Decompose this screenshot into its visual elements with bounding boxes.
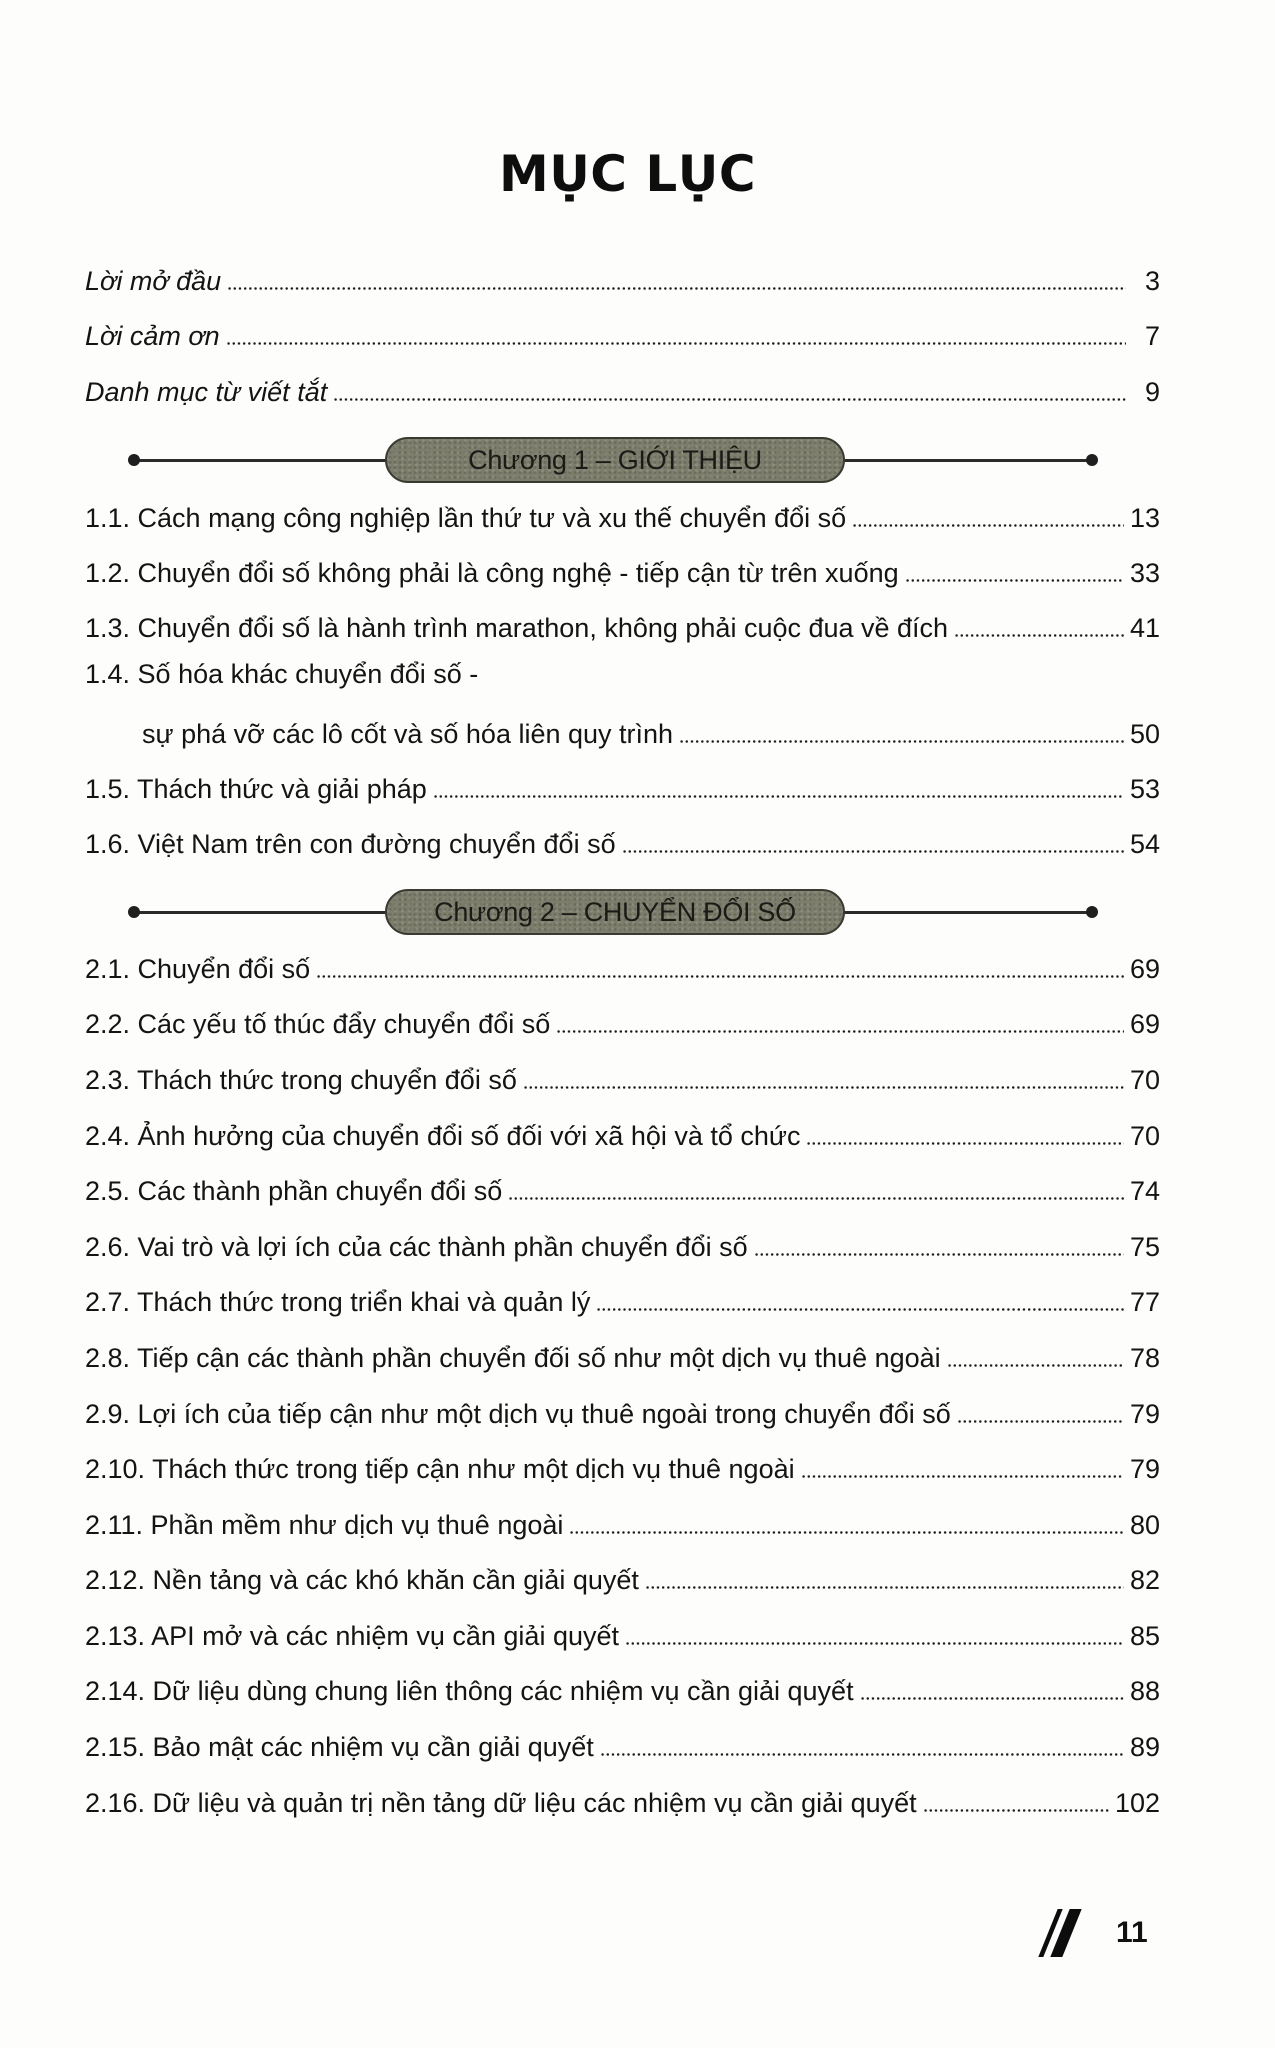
toc-entry[interactable] — [85, 1390, 1160, 1430]
toc-entry-label: 2.12. Nền tảng và các khó khăn cần giải quyết — [85, 1565, 639, 1595]
toc-entry-page: 102 — [1114, 1788, 1160, 1818]
chapter-title-pill: Chương 2 – CHUYỂN ĐỔI SỐ — [385, 889, 845, 935]
toc-entry-label: 2.3. Thách thức trong chuyển đổi số — [85, 1065, 517, 1095]
toc-entry-label: 2.10. Thách thức trong tiếp cận như một dịch vụ thuê ngoài — [85, 1454, 795, 1484]
bullet-dot-icon — [128, 906, 140, 918]
page-title: MỤC LỤC — [498, 145, 757, 203]
chapter-title-pill: Chương 1 – GIỚI THIỆU — [385, 437, 845, 483]
toc-entry[interactable] — [85, 1445, 1160, 1485]
toc-entry-label: 2.2. Các yếu tố thúc đẩy chuyển đổi số — [85, 1009, 551, 1039]
toc-entry-label: 2.16. Dữ liệu và quản trị nền tảng dữ liệu các nhiệm vụ cần giải quyết — [85, 1788, 917, 1818]
toc-entry-page: 53 — [1129, 774, 1160, 804]
toc-entry-label: 2.7. Thách thức trong triển khai và quản lý — [85, 1287, 591, 1317]
toc-entry-page: 79 — [1129, 1399, 1160, 1429]
toc-entry-front-matter[interactable] — [85, 257, 1160, 297]
dot-leader — [622, 850, 1124, 853]
toc-entry-page: 88 — [1129, 1676, 1160, 1706]
dot-leader — [569, 1531, 1124, 1534]
bullet-dot-icon — [1086, 906, 1098, 918]
toc-entry-label: 2.4. Ảnh hưởng của chuyển đổi số đối với xã hội và tổ chức — [85, 1121, 801, 1151]
toc-entry-page: 69 — [1129, 1009, 1160, 1039]
dot-leader — [860, 1697, 1124, 1700]
dot-leader — [625, 1642, 1124, 1645]
toc-entry[interactable] — [142, 710, 1160, 750]
toc-entry[interactable] — [85, 945, 1160, 985]
toc-entry-page: 82 — [1129, 1565, 1160, 1595]
toc-entry[interactable] — [85, 604, 1160, 644]
toc-entry-page: 13 — [1129, 503, 1160, 533]
toc-entry-front-matter[interactable] — [85, 312, 1160, 352]
toc-entry-page: 74 — [1129, 1176, 1160, 1206]
toc-entry-label: 1.1. Cách mạng công nghiệp lần thứ tư và xu thế chuyển đổi số — [85, 503, 847, 533]
toc-entry-label: 1.5. Thách thức và giải pháp — [85, 774, 427, 804]
toc-entry-page: 89 — [1129, 1732, 1160, 1762]
toc-entry-page: 54 — [1129, 829, 1160, 859]
dot-leader — [333, 398, 1126, 401]
toc-entry[interactable] — [85, 765, 1160, 805]
toc-entry-label: 2.8. Tiếp cận các thành phần chuyển đối số như một dịch vụ thuê ngoài — [85, 1343, 941, 1373]
toc-entry-page: 3 — [1144, 266, 1160, 296]
toc-entry-page: 69 — [1129, 954, 1160, 984]
dot-leader — [645, 1586, 1124, 1589]
toc-entry-label: 1.6. Việt Nam trên con đường chuyển đổi số — [85, 829, 616, 859]
toc-entry[interactable] — [85, 1501, 1160, 1541]
toc-entry-label: 2.1. Chuyển đổi số — [85, 954, 311, 984]
toc-entry[interactable] — [85, 1167, 1160, 1207]
dot-leader — [852, 524, 1124, 527]
toc-entry[interactable] — [85, 1056, 1160, 1096]
toc-entry-label: 2.13. API mở và các nhiệm vụ cần giải quyết — [85, 1621, 619, 1651]
dot-leader — [754, 1253, 1124, 1256]
toc-entry-page: 75 — [1129, 1232, 1160, 1262]
toc-entry[interactable] — [85, 1278, 1160, 1318]
dot-leader — [679, 740, 1124, 743]
toc-entry[interactable] — [85, 1723, 1160, 1763]
dot-leader — [957, 1420, 1124, 1423]
dot-leader — [806, 1142, 1123, 1145]
toc-entry-label: 2.6. Vai trò và lợi ích của các thành phần chuyển đổi số — [85, 1232, 748, 1262]
toc-entry-page: 33 — [1129, 558, 1160, 588]
toc-entry-page: 50 — [1129, 719, 1160, 749]
toc-entry-label: 2.14. Dữ liệu dùng chung liên thông các nhiệm vụ cần giải quyết — [85, 1676, 854, 1706]
dot-leader — [954, 634, 1124, 637]
toc-entry[interactable] — [85, 1000, 1160, 1040]
toc-entry[interactable] — [85, 1612, 1160, 1652]
toc-entry[interactable] — [85, 1556, 1160, 1596]
toc-entry-front-matter[interactable] — [85, 368, 1160, 408]
toc-entry-page: 70 — [1129, 1121, 1160, 1151]
toc-entry-page: 41 — [1129, 613, 1160, 643]
toc-entry[interactable] — [85, 494, 1160, 534]
dot-leader — [600, 1753, 1124, 1756]
bullet-dot-icon — [1086, 454, 1098, 466]
chapter-2-banner — [128, 888, 1098, 938]
toc-entry-page: 70 — [1129, 1065, 1160, 1095]
toc-entry-page: 85 — [1129, 1621, 1160, 1651]
page-number — [1038, 1908, 1148, 1958]
toc-entry-label: 1.2. Chuyển đổi số không phải là công nghệ - tiếp cận từ trên xuống — [85, 558, 899, 588]
toc-entry[interactable] — [85, 1334, 1160, 1374]
dot-leader — [508, 1197, 1124, 1200]
dot-leader — [226, 342, 1126, 345]
toc-entry-page: 78 — [1129, 1343, 1160, 1373]
toc-entry[interactable] — [85, 1112, 1160, 1152]
toc-entry-label: Danh mục từ viết tắt — [85, 377, 328, 407]
dot-leader — [556, 1030, 1124, 1033]
page-number-value: 11 — [1116, 1916, 1148, 1949]
toc-entry-label: Lời mở đầu — [85, 266, 222, 296]
toc-entry-label: 1.3. Chuyển đổi số là hành trình marathon, không phải cuộc đua về đích — [85, 613, 949, 643]
toc-entry-page: 9 — [1144, 377, 1160, 407]
toc-entry-label: 2.11. Phần mềm như dịch vụ thuê ngoài — [85, 1510, 564, 1540]
bullet-dot-icon — [128, 454, 140, 466]
dot-leader — [433, 795, 1124, 798]
toc-entry-label-line1[interactable]: 1.4. Số hóa khác chuyển đổi số - — [85, 659, 479, 689]
toc-entry[interactable] — [85, 549, 1160, 589]
toc-entry[interactable] — [85, 1779, 1160, 1819]
dot-leader — [523, 1086, 1124, 1089]
chapter-1-banner — [128, 436, 1098, 486]
double-slash-icon — [1038, 1909, 1084, 1957]
toc-entry-label: 2.5. Các thành phần chuyển đổi số — [85, 1176, 503, 1206]
toc-entry-label: 2.9. Lợi ích của tiếp cận như một dịch vụ thuê ngoài trong chuyển đổi số — [85, 1399, 951, 1429]
dot-leader — [905, 579, 1124, 582]
toc-entry-page: 7 — [1144, 321, 1160, 351]
dot-leader — [316, 975, 1124, 978]
dot-leader — [947, 1364, 1124, 1367]
dot-leader — [596, 1308, 1124, 1311]
toc-entry-page: 77 — [1129, 1287, 1160, 1317]
dot-leader — [801, 1475, 1124, 1478]
dot-leader — [923, 1809, 1109, 1812]
dot-leader — [227, 287, 1126, 290]
toc-entry-label: 2.15. Bảo mật các nhiệm vụ cần giải quyết — [85, 1732, 594, 1762]
toc-entry-label: Lời cảm ơn — [85, 321, 220, 351]
toc-entry[interactable] — [85, 1223, 1160, 1263]
toc-entry-page: 79 — [1129, 1454, 1160, 1484]
toc-entry-label-continuation: sự phá vỡ các lô cốt và số hóa liên quy trình — [142, 719, 674, 749]
toc-entry[interactable] — [85, 820, 1160, 860]
toc-entry[interactable] — [85, 1667, 1160, 1707]
toc-entry-page: 80 — [1129, 1510, 1160, 1540]
